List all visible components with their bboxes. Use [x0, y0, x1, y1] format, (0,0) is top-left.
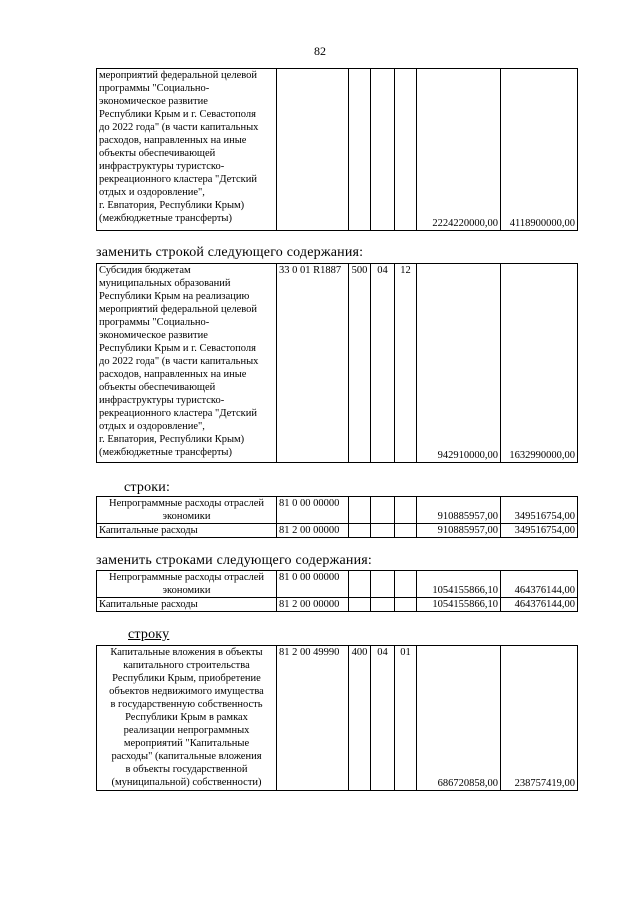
section-heading: заменить строкой следующего содержания:	[96, 245, 364, 260]
page-number: 82	[314, 44, 326, 58]
section-code	[371, 571, 395, 598]
table-row	[97, 571, 578, 598]
expense-type	[349, 497, 371, 524]
amount-year-1: 1054155866,10	[417, 598, 501, 612]
section-code: 04	[371, 264, 395, 463]
target-article-code: 81 0 00 00000	[277, 497, 349, 524]
target-article-code: 81 2 00 00000	[277, 598, 349, 612]
amount-year-2: 4118900000,00	[501, 69, 578, 231]
table-row	[97, 497, 578, 524]
row-description: Капитальные расходы	[97, 524, 277, 538]
target-article-code: 33 0 01 R1887	[277, 264, 349, 463]
amount-year-2: 349516754,00	[501, 497, 578, 524]
amount-year-1: 2224220000,00	[417, 69, 501, 231]
section-heading: строки:	[124, 480, 171, 495]
expense-type: 400	[349, 646, 371, 791]
row-description: Капитальные расходы	[97, 598, 277, 612]
row-description: Капитальные вложения в объекты капитального строительства Республики Крым, приобретение объектов недвижимого имущества в государственную собственность Республики Крым в рамках реализации непрограммных мероприятий "Капитальные расходы" (капитальные вложения в объекты государственной (муниципальной) собственности)	[97, 646, 277, 791]
section-heading: строку	[128, 627, 170, 642]
expense-type	[349, 69, 371, 231]
expense-type	[349, 598, 371, 612]
budget-table-4	[96, 570, 578, 612]
table-row	[97, 524, 578, 538]
amount-year-1: 686720858,00	[417, 646, 501, 791]
row-description: Непрограммные расходы отраслей экономики	[97, 571, 277, 598]
expense-type	[349, 524, 371, 538]
table-row	[97, 598, 578, 612]
amount-year-1: 910885957,00	[417, 497, 501, 524]
amount-year-1: 910885957,00	[417, 524, 501, 538]
target-article-code: 81 0 00 00000	[277, 571, 349, 598]
subsection-code	[395, 598, 417, 612]
row-description: мероприятий федеральной целевой программы "Социально- экономическое развитие Республики Крым и г. Севастополя до 2022 года" (в части капитальных расходов, направленных на иные объекты обеспечивающей инфраструктуры туристско- рекреационного кластера "Детский отдых и оздоровление", г. Евпатория, Республики Крым) (межбюджетные трансферты)	[97, 69, 277, 231]
section-code	[371, 598, 395, 612]
budget-table-1	[96, 68, 578, 231]
row-description: Субсидия бюджетам муниципальных образований Республики Крым на реализацию мероприятий федеральной целевой программы "Социально- экономическое развитие Республики Крым и г. Севастополя до 2022 года" (в части капитальных расходов, направленных на иные объекты обеспечивающей инфраструктуры туристско- рекреационного кластера "Детский отдых и оздоровление", г. Евпатория, Республики Крым) (межбюджетные трансферты)	[97, 264, 277, 463]
amount-year-1: 942910000,00	[417, 264, 501, 463]
section-heading: заменить строками следующего содержания:	[96, 553, 373, 568]
subsection-code	[395, 497, 417, 524]
subsection-code	[395, 524, 417, 538]
table-row	[97, 69, 578, 231]
amount-year-2: 464376144,00	[501, 598, 578, 612]
amount-year-1: 1054155866,10	[417, 571, 501, 598]
target-article-code: 81 2 00 00000	[277, 524, 349, 538]
section-code	[371, 497, 395, 524]
section-code	[371, 524, 395, 538]
expense-type: 500	[349, 264, 371, 463]
row-description: Непрограммные расходы отраслей экономики	[97, 497, 277, 524]
amount-year-2: 1632990000,00	[501, 264, 578, 463]
amount-year-2: 238757419,00	[501, 646, 578, 791]
amount-year-2: 349516754,00	[501, 524, 578, 538]
table-row	[97, 264, 578, 463]
subsection-code: 12	[395, 264, 417, 463]
budget-table-5	[96, 645, 578, 791]
subsection-code	[395, 69, 417, 231]
section-code	[371, 69, 395, 231]
target-article-code	[277, 69, 349, 231]
expense-type	[349, 571, 371, 598]
amount-year-2: 464376144,00	[501, 571, 578, 598]
budget-table-2	[96, 263, 578, 463]
subsection-code: 01	[395, 646, 417, 791]
table-row	[97, 646, 578, 791]
target-article-code: 81 2 00 49990	[277, 646, 349, 791]
subsection-code	[395, 571, 417, 598]
section-code: 04	[371, 646, 395, 791]
budget-table-3	[96, 496, 578, 538]
